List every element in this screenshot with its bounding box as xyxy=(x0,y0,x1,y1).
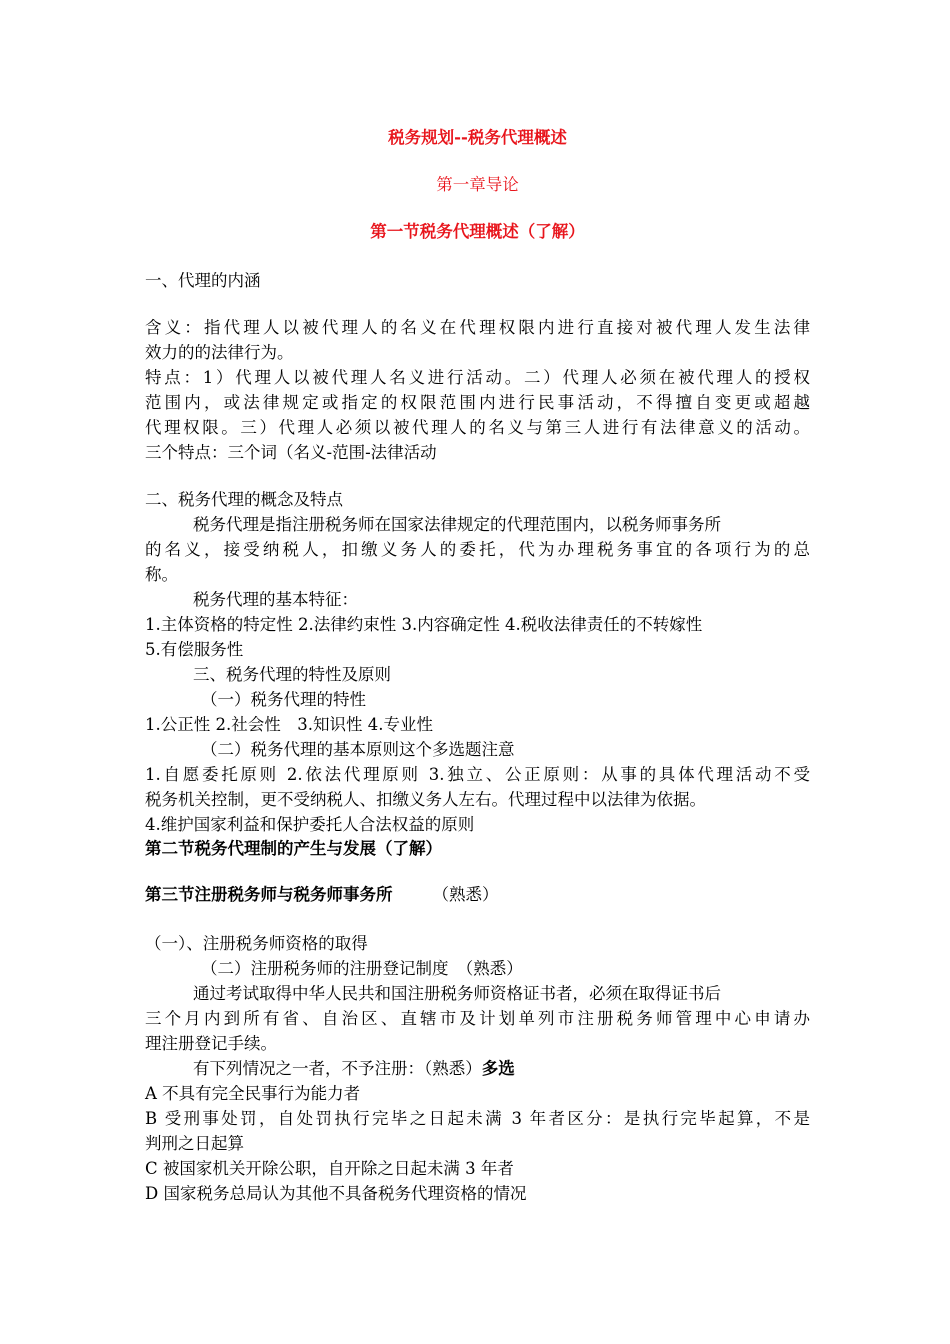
section3-item2: （二）注册税务师的注册登记制度 （熟悉） xyxy=(201,959,523,978)
section3-heading-line xyxy=(145,884,499,906)
section2-title: 第二节税务代理制的产生与发展（了解） xyxy=(145,839,442,858)
sub2-heading: （二）税务代理的基本原则这个多选题注意 xyxy=(201,740,515,759)
section3-title: 第三节注册税务师与税务师事务所 xyxy=(145,885,393,904)
condition-d: D 国家税务总局认为其他不具备税务代理资格的情况 xyxy=(145,1184,527,1203)
sub2-line-2: 税务机关控制，更不受纳税人、扣缴义务人左右。代理过程中以法律为依据。 xyxy=(145,790,706,809)
part1-heading: 一、代理的内涵 xyxy=(145,271,261,290)
features-line-2: 范围内，或法律规定或指定的权限范围内进行民事活动，不得擅自变更或超越 xyxy=(145,393,810,412)
section3-item1: （一）、注册税务师资格的取得 xyxy=(145,934,368,953)
condition-c: C 被国家机关开除公职，自开除之日起未满 3 年者 xyxy=(145,1159,514,1178)
basic-features-line-1: 1.主体资格的特定性 2.法律约束性 3.内容确定性 4.税收法律责任的不转嫁性 xyxy=(145,615,703,634)
registration-line-3: 理注册登记手续。 xyxy=(145,1034,277,1053)
features-line-1: 特点：1）代理人以被代理人名义进行活动。二）代理人必须在被代理人的授权 xyxy=(145,368,810,387)
sub1-list: 1.公正性 2.社会性 3.知识性 4.专业性 xyxy=(145,715,433,734)
section1-title: 第一节税务代理概述（了解） xyxy=(370,222,585,241)
meaning-line-1: 含义：指代理人以被代理人的名义在代理权限内进行直接对被代理人发生法律 xyxy=(145,318,810,337)
definition-line-1: 税务代理是指注册税务师在国家法律规定的代理范围内，以税务师事务所 xyxy=(193,515,721,534)
basic-features-line-2: 5.有偿服务性 xyxy=(145,640,244,659)
sub2-line-3: 4.维护国家利益和保护委托人合法权益的原则 xyxy=(145,815,475,834)
part3-heading: 三、税务代理的特性及原则 xyxy=(193,665,391,684)
condition-b-line-2: 判刑之日起算 xyxy=(145,1134,244,1153)
part2-heading: 二、税务代理的概念及特点 xyxy=(145,490,343,509)
definition-line-2: 的名义，接受纳税人，扣缴义务人的委托，代为办理税务事宜的各项行为的总 xyxy=(145,540,810,559)
chapter-title: 第一章导论 xyxy=(436,175,519,194)
sub1-heading: （一）税务代理的特性 xyxy=(201,690,366,709)
registration-line-1: 通过考试取得中华人民共和国注册税务师资格证书者，必须在取得证书后 xyxy=(193,984,721,1003)
condition-b-line-1: B 受刑事处罚，自处罚执行完毕之日起未满 3 年者区分：是执行完毕起算，不是 xyxy=(145,1109,810,1128)
sub2-line-1: 1.自愿委托原则 2.依法代理原则 3.独立、公正原则：从事的具体代理活动不受 xyxy=(145,765,810,784)
document-title: 税务规划--税务代理概述 xyxy=(388,128,567,147)
three-features-line: 三个特点：三个词（名义-范围-法律活动 xyxy=(145,443,437,462)
registration-line-2: 三个月内到所有省、自治区、直辖市及计划单列市注册税务师管理中心申请办 xyxy=(145,1009,810,1028)
basic-features-heading: 税务代理的基本特征： xyxy=(193,590,358,609)
features-line-3: 代理权限。三）代理人必须以被代理人的名义与第三人进行有法律意义的活动。 xyxy=(145,418,810,437)
section3-tag: （熟悉） xyxy=(432,885,499,904)
multi-choice-tag: 多选 xyxy=(481,1059,515,1078)
condition-a: A 不具有完全民事行为能力者 xyxy=(145,1084,361,1103)
meaning-line-2: 效力的的法律行为。 xyxy=(145,343,294,362)
conditions-heading: 有下列情况之一者，不予注册：（熟悉） xyxy=(193,1059,482,1078)
conditions-heading-line xyxy=(193,1058,515,1080)
definition-line-3: 称。 xyxy=(145,565,178,584)
